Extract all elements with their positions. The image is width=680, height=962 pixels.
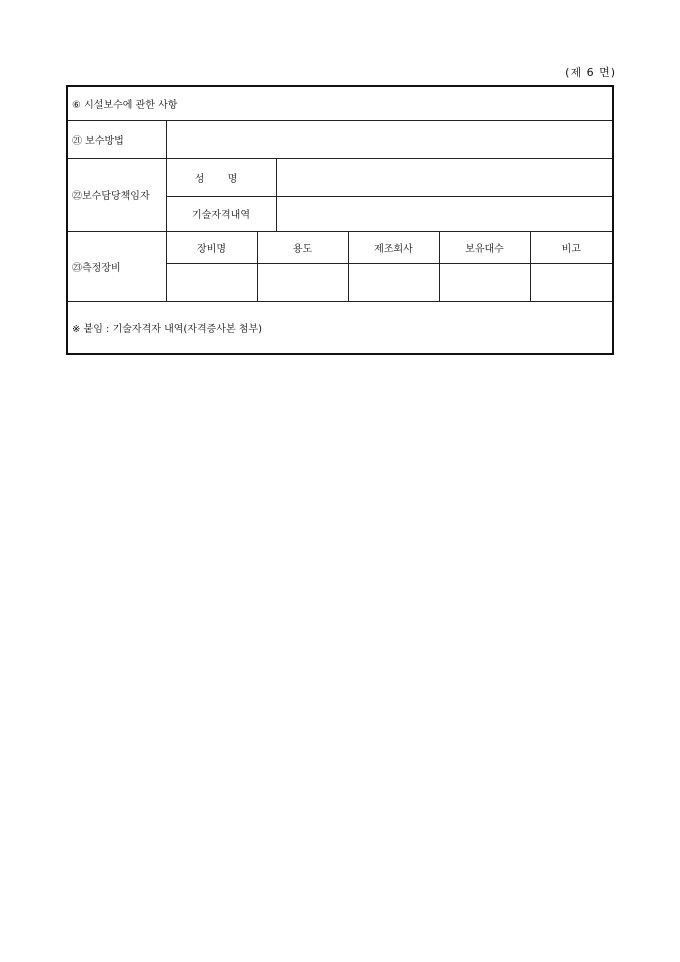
manager-name-row [67, 158, 613, 196]
column-header-equipment-name: 장비명 [166, 231, 257, 263]
equipment-purpose-cell[interactable] [257, 263, 348, 301]
manager-label: ㉒보수담당책임자 [67, 158, 166, 231]
maintenance-form-table [66, 85, 614, 355]
page-number: (제 6 면) [565, 66, 616, 79]
equipment-quantity-cell[interactable] [439, 263, 530, 301]
equipment-label: ㉓측정장비 [67, 231, 166, 301]
column-header-remarks: 비고 [530, 231, 613, 263]
note-row [67, 301, 613, 354]
repair-method-label: ㉑ 보수방법 [67, 120, 166, 158]
repair-method-row [67, 120, 613, 158]
manager-qualification-label: 기술자격내역 [166, 196, 276, 231]
manager-name-field[interactable] [276, 158, 613, 196]
column-header-manufacturer: 제조회사 [348, 231, 439, 263]
column-header-purpose: 용도 [257, 231, 348, 263]
equipment-name-cell[interactable] [166, 263, 257, 301]
attachment-note: ※ 붙임 : 기술자격자 내역(자격증사본 첨부) [67, 301, 613, 354]
manager-name-label: 성 명 [166, 158, 276, 196]
column-header-quantity: 보유대수 [439, 231, 530, 263]
section-title-row [67, 86, 613, 120]
equipment-manufacturer-cell[interactable] [348, 263, 439, 301]
equipment-header-row [67, 231, 613, 263]
manager-qualification-field[interactable] [276, 196, 613, 231]
section-title: ⑥ 시설보수에 관한 사항 [67, 86, 613, 120]
equipment-remarks-cell[interactable] [530, 263, 613, 301]
repair-method-field[interactable] [166, 120, 613, 158]
